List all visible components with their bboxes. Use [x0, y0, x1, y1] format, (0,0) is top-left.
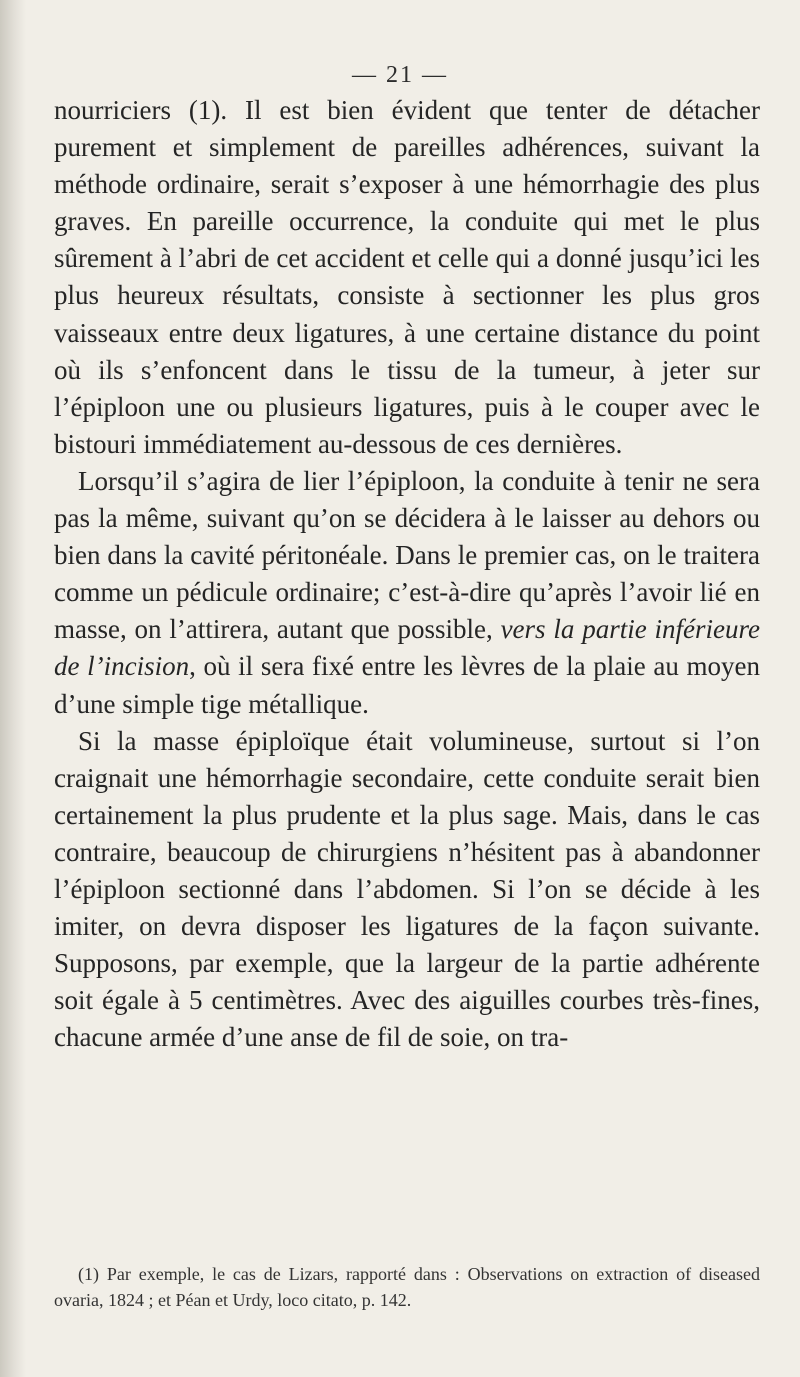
paragraph-2: [54, 463, 760, 723]
footnote: [54, 1262, 760, 1313]
page-edge-shadow: [0, 0, 26, 1377]
paragraph-1-text: nourriciers (1). Il est bien évident que tenter de détacher purement et simplement de pareilles adhérences, suivant la méthode ordinaire, serait s’exposer à une hémorrhagie des plus graves. En pareille occurrence, la conduite qui met le plus sûrement à l’abri de cet accident et celle qui a donné jusqu’ici les plus heureux résultats, consiste à sectionner les plus gros vaisseaux entre deux ligatures, à une certaine distance du point où ils s’enfoncent dans le tissu de la tumeur, à jeter sur l’épiploon une ou plusieurs ligatures, puis à le couper avec le bistouri immédiatement au-dessous de ces dernières.: [54, 95, 760, 459]
paragraph-3: [54, 723, 760, 1057]
paragraph-2-text-start: Lorsqu’il s’agira de lier l’épiploon, la conduite à tenir ne sera pas la même, suivant qu’on se décidera à le laisser au dehors ou bien dans la cavité péritonéale. Dans le premier cas, on le traitera comme un pédicule ordinaire; c’est-à-dire qu’après l’avoir lié en masse, on l’attirera, autant que possible,: [54, 465, 760, 645]
page-number: — 21 —: [352, 62, 448, 88]
paragraph-3-text: Si la masse épiploïque était volumineuse, surtout si l’on craignait une hémorrhagie secondaire, cette conduite serait bien certainement la plus prudente et la plus sage. Mais, dans le cas contraire, beaucoup de chirurgiens n’hésitent pas à abandonner l’épiploon sectionné dans l’abdomen. Si l’on se décide à les imiter, on devra disposer les ligatures de la façon suivante. Supposons, par exemple, que la largeur de la partie adhérente soit égale à 5 centimètres. Avec des aiguilles courbes très-fines, chacune armée d’une anse de fil de soie, on tra-: [54, 725, 760, 1053]
paragraph-2-text-end: , où il sera fixé entre les lèvres de la plaie au moyen d’une simple tige métallique.: [54, 651, 760, 719]
paragraph-1: [54, 92, 760, 463]
paragraph-2-italic-phrase: vers la partie inférieure de l’incision: [54, 614, 760, 682]
body-text: [54, 92, 760, 1056]
footnote-text: (1) Par exemple, le cas de Lizars, rapporté dans : Observations on extraction of diseased ovaria, 1824 ; et Péan et Urdy, loco citato, p. 142.: [54, 1264, 760, 1310]
